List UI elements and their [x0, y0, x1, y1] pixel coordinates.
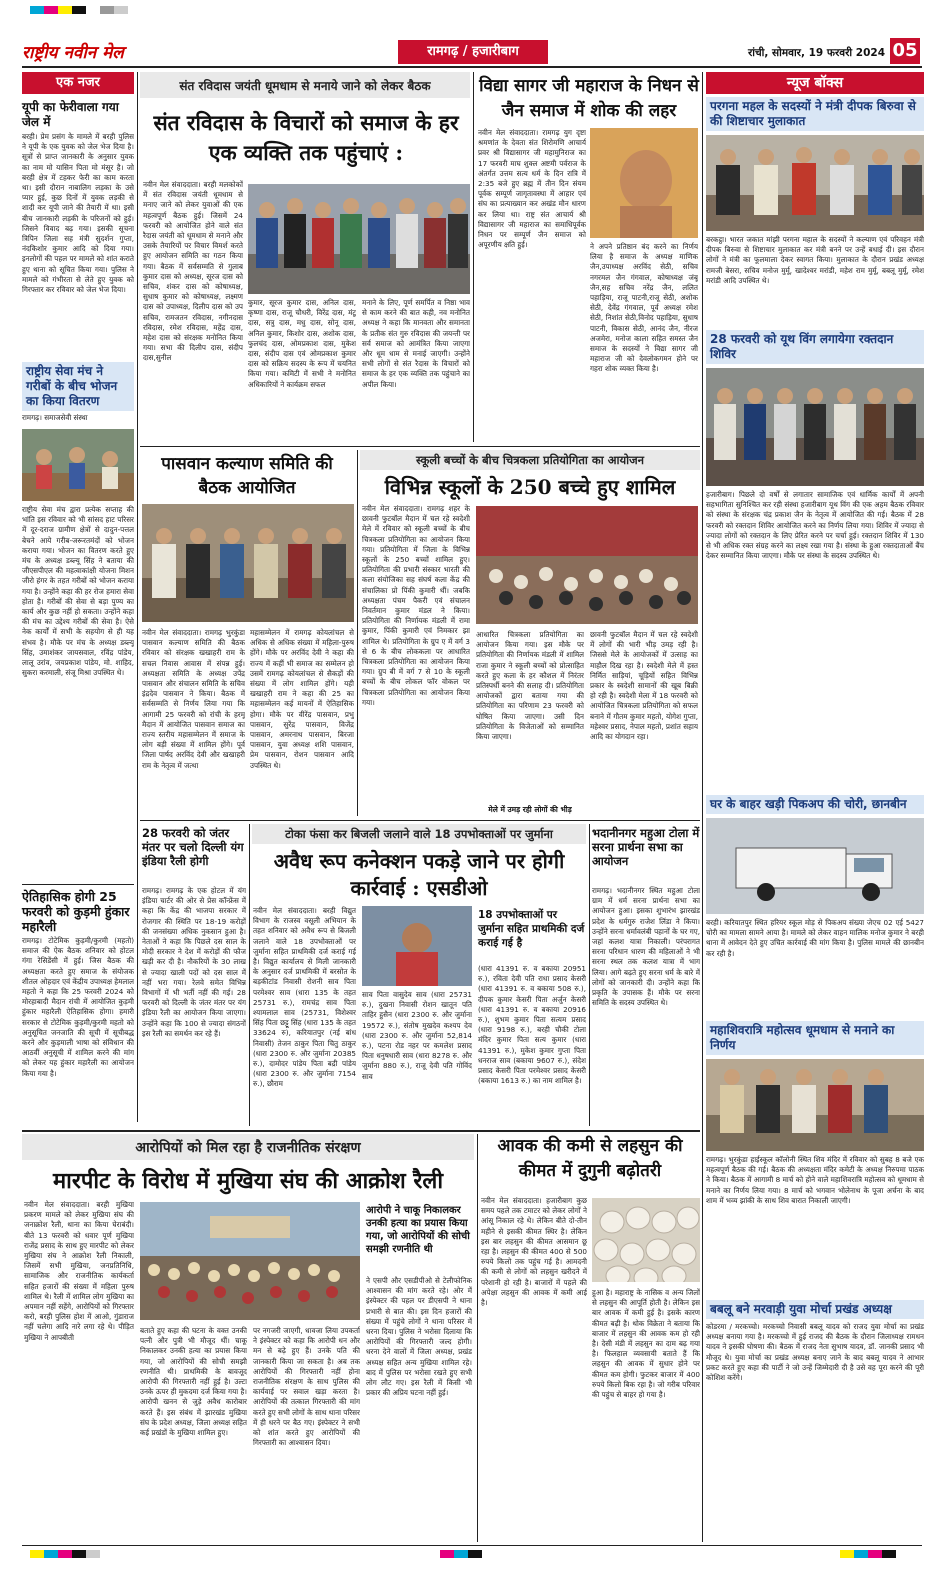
garlic-body-col1: नवीन मेल संवाददाता। हजारीबाग कुछ समय पहले तक टमाटर को लेकर लोगों ने आंसू निकाल रहे थे। लेकिन बीते दो-तीन महीने से इसकी कीमत स्थिर है। लेकिन इस बार लहसुन की कीमत आसमान छू रहा है। लहसुन की कीमत 400 से 500 रुपये किलो तक पहुंच गई है। आमदनी की कमी से लोगों को लहसुन खरीदने में परेशानी हो रही है। बाजारों में पहले की अपेक्षा लहसुन की आवक में कमी आई है।	[481, 1196, 587, 1308]
school-body-col1: नवीन मेल संवाददाता। रामगढ़ शहर के छावनी फुटबॉल मैदान में चल रहे स्वदेशी मेले में रविवार को स्कूली बच्चों के बीच चित्रकला प्रतियोगिता का आयोजन किया गया। प्रतियोगिता में जिला के विभिन्न स्कूलों के 250 बच्चों शामिल हुए। प्रतियोगिता की प्रभारी संस्कार भारती की कला संयोजिका सह संघर्ष कला केंद्र की संचालिका प्रो पिंकी कुमारी थीं। जबकि अध्यक्षता पंचम पैकरी एवं संचालन निवर्तमान कुमार मंडल ने किया। प्रतियोगिता की निर्णायक मंडली में रामा कुमार, पिंकी कुमारी एवं निमकार झा शामिल थे। प्रतियोगिता के ग्रुप ए में वर्ग 3 से 6 के बीच लोककला पर आधारित चित्रकला प्रतियोगिता का आयोजन किया गया। ग्रुप बी में वर्ग 7 से 10 के स्कूली बच्चों के बीच लोकल फॉर वोकल पर चित्रकला प्रतियोगिता का आयोजन किया गया।	[362, 504, 470, 707]
story-body: बरकट्ठा। भारत जकात मांझी परगना महाल के सदस्यों ने कल्याण एवं परिवहन मंत्री दीपक बिरुवा से शिष्टाचार मुलाकात कर मंत्री बनने पर उन्हें बधाई दी। इस दौरान लोगों ने मंत्री का फूलमाला देकर स्वागत किया। मुलाकात के दौरान प्रखंड अध्यक्ष रामजी बेसरा, सचिव मनोज मुर्मू, खादेश्वर मरांडी, महेश राम मुर्मू, बबलू मुर्मू, रमेश मरांडी आदि उपस्थित थे।	[706, 235, 924, 285]
ravidas-body-col1: नवीन मेल संवाददाता। बरही मलकोकों में संत रविदास जयंती धूमधाम से मनाए जाने को लेकर युवाओं की एक महत्वपूर्ण बैठक हुई। जिसमें 24 फरवरी को आयोजित होने वाले संत रैदास जयंती को धूमधाम से मनाने और उसके तैयारियों पर विचार विमर्श करते हुए आयोजन समिति का गठन किया गया। बैठक में सर्वसम्मति से गुलाब कुमार दास को अध्यक्ष, सूरज दास को सचिव, शंकर दास को कोषाध्यक्ष, सुधाष कुमार को कोषाध्यक्ष, लक्ष्मण दास को उपाध्यक्ष, दिलीप दास को उप सचिव, रामजतन रविदास, नगीनदास रविदास, रमेश रविदास, महेंद्र दास, महेश दास को संरक्षक मनोनित किया गया। सभा की दिलीप दास, संदीप दास,सुनील	[143, 180, 243, 363]
paswan-body-col2: महासम्मेलन में रामगढ़ कोयलांचल से अधिक से अधिक संख्या में महिला-पुरुष होंगे। मौके पर अरविंद देवी ने कहा की राज्य में कहीं भी समाज का सम्मेलन हो उसमें रामगढ़ कोयलांचल से सैकड़ों की संख्या में लोग शामिल होंगे। यही खखाहरी राम ने कहा की 25 का महासम्मेलन कई मायनों में ऐतिहासिक होगा। मौके पर वीरेंद्र पासवान, प्रभु पासवान, सुरेंद्र पासवान, विजेंद्र पासवान, अमरनाथ पासवान, बिरजा पासवान, युवा अध्यक्ष शशि पासवान, प्रेम पासवान, रोशन पासवान आदि उपस्थित थे।	[250, 628, 354, 770]
electricity-kicker: टोका फंसा कर बिजली जलाने वाले 18 उपभोक्ताओं पर जुर्माना	[285, 827, 553, 841]
garlic-body-col2: हुआ है। महाराष्ट्र के नासिक व अन्य जिलों से लहसुन की आपूर्ति होती है। लेकिन इस बार आवक में कमी हुई है। इसके कारण कीमत बढ़ी है। थोक विक्रेता ने बताया कि बाजार में लहसुन की आवक कम हो रही है। देसी मंडी में लहसुन का दाम बढ़ गया है। फिलहाल व्यवसायी बताते हैं कि लहसुन की आवक में सुधार होने पर कीमत कम होगी। फुटकर बाजार में 400 रुपये किलो बिक रहा है। जो गरीब परिवार की पहुंच से बाहर हो गया है।	[592, 1288, 700, 1400]
political-body-col3: पर नगजरी जाएगी, धावजा लिया उपकर्ता ने इंस्पेक्टर को कहा कि आरोपी धन और मन से बढ़े हुए हैं। उनके पति की जानकारी किया जा सकता है। अब तक आरोपियों की गिरफ्तारी नहीं होना राजनीतिक संरक्षण के साथ पुलिस की कार्यवाई पर सवाल खड़ा करता है। आरोपियों की तत्काल गिरफ्तारी की मांग करते हुए सभी लोगों के साथ थाना परिसर में ही धरने पर बैठ गए। इंस्पेक्टर ने सभी को शांत करते हुए आरोपियों की गिरफ्तारी का आश्वासन दिया।	[253, 1326, 360, 1448]
story-body: बरही। प्रेम प्रसंग के मामले में बरही पुलिस ने यूपी के एक युवक को जेल भेज दिया है। सूत्रों से प्राप्त जानकारी के अनुसार युवक का नाम मो यासिन पिता मो मंसूर है। जो बरही क्षेत्र में टहकर फेरी का काम करता था। इसी दौरान नाबालिग लड़का के उसे प्यार हुई, कुछ दिनों में युवक लड़की से शादी कर यूपी जाने की तैयारी में था। इसी बीच जानकारी लड़की के परिजनों को हुई। जिसने विवाद बढ़ गया। इसकी सूचना त्रिपिन जिला सह मंत्री सुदर्शन गुप्ता, नंदकिशोर कुमार आदि को दिया गया। इनलोगों की पहल पर मामले को शांत कराते हुए थाना को सूचित किया गया। पुलिस ने मामले को गंभीरता से लेते हुए युवक को गिरफ्तार कर रविवार को जेल भेज दिया।	[22, 132, 134, 295]
registration-bar-bottom-right	[840, 1550, 896, 1558]
masthead-name: राष्ट्रीय नवीन मेल	[22, 43, 124, 63]
youth-wing-photo	[706, 368, 924, 486]
story-body: रामगढ़। भुरकुंडा हाईस्कूल कॉलोनी स्थित शिव मंदिर में रविवार को सुबह 8 बजे एक महत्वपूर्ण बैठक की गई। बैठक की अध्यक्षता मंदिर कमेटी के अध्यक्ष निरुपमा पाठक ने किया। बैठक में आगामी 8 मार्च को होने वाले महाशिवरात्रि महोत्सव को धूमधाम से मनाने का निर्णय लिया गया। 8 मार्च को भगवान भोलेनाथ के पूजा अर्चना के बाद शाम में भव्य झांकी के साथ शिव बारात निकाली जाएगी।	[706, 1155, 924, 1205]
ravidas-body-col2: कुमार, सूरज कुमार दास, अनिल दास, कृष्णा दास, राजू चौधरी, विरेंद्र दास, मंटू दास, सत्रु दास, मधु दास, सोनू दास, अनिल कुमार, किशोर दास, अशोक दास, फुलचंद दास, ओमप्रकाश दास, मुकेश दास, संदीप दास एवं ओमप्रकाश कुमार दास को सक्रिय सदस्य के रूप में चयनित किया गया। कमिटी में सभी ने मनोनित अधिकारियों ने कार्यक्रम सफल	[248, 298, 356, 389]
electricity-body-col2: साव पिता वासुदेव साव (धारा 25731 रु.), दुखना निवासी रोशन खातून पति ताहिर हुसैन (धारा 2300 रु. और जुर्माना 19572 रु.), संतोष मुखदेव कश्यप देव (धारा 2300 रु. और जुर्माना 52,814 रु.), पटना रोड नहर पर कमलेश प्रसाद पिता धनुषधारी साव (धारा 8278 रु. और जुर्माना 880 रु.), राजू देवी पति गोविंद साव	[362, 990, 472, 1081]
paswan-body-col1: नवीन मेल संवाददाता। रामगढ़ भुरकुंडा पासवान कल्याण समिति की बैठक रविवार को संरक्षक खखाहरी राम के सचल निवास आवास में संपन्न हुई। अध्यक्षता समिति के अध्यक्ष उपेंद्र पासवान और संचालन समिति के सचिव इंद्रदेव पासवान ने किया। बैठक में सर्वसम्मति से निर्णय लिया गया कि आगामी 25 फरवरी को रांची के हरमू मैदान में आयोजित पासवान समाज का राज्य स्तरीय महासम्मेलन में समाज के लोग बड़ी संख्या में शामिल होंगे। पूर्व जिला पार्षद अरविंद देवी और खखाहरी राम के नेतृत्व में जत्था	[142, 628, 245, 770]
bhadani-body: रामगढ़। भदानीनगर स्थित महुआ टोला ग्राम में धर्म सरना प्रार्थना सभा का आयोजन हुआ। इसका शुभारंभ झारखंड प्रदेश के धर्मगुरु राजेश लिंडा ने किया। उन्होंने सरना धर्मावलंबी पहानों के घर गए, जहां कलश यात्रा निकाली। परंपरागत सरना परिधान धारण की महिलाओं ने भी सरना स्थल तक कलश यात्रा में भाग लिया। आगे बढ़ते हुए सरना धर्म के बारे में लोगों को जानकारी दी। उन्होंने कहा कि प्रकृति के उपासक हैं। मौके पर सरना समिति के सदस्य उपस्थित थे।	[592, 886, 700, 1008]
protest-rally-photo	[140, 1202, 360, 1320]
section-band: रामगढ़ / हजारीबाग	[398, 40, 548, 64]
ravidas-body-col3: मनाने के लिए, पूर्ण समर्पित व निष्ठा भाव से काम करने की बात कही, नव मनोनित अध्यक्ष ने कहा कि मानवता और समानता के प्रतीक संत गुरु रविदास की जयन्ती पर सर्व समाज को आमंत्रित किया जाएगा और धूम धाम से मनाई जाएगी। उन्होंने सभी लोगों से संत रैदास के विचारों को समाज के हर एक व्यक्ति तक पहुंचाने का अपील किया।	[362, 298, 470, 389]
vidyasagar-body-col2: ने अपने प्रतिष्ठान बंद करने का निर्णय लिया है समाज के अध्यक्ष माणिक जैन,उपाध्यक्ष अरविंद सेठी, सचिव नगरमल जैन गंगवाल, कोषाध्यक्ष जंबू जैन,सह सचिव नरेंद्र जैन, ललित पहाड़िया, राजू पाटनी,राजू सेठी, अशोक सेठी, देवेंद्र गंगवाल, पूर्व अध्यक्ष रमेश सेठी, निशांत सेठी,विनोद पहाड़िया, सुधाष पाटनी, विकास सेठी, आनंद जैन, नीरज अजमेरा, मनोज काला सहित समस्त जैन समाज के सदस्यों ने विद्या सागर जी महाराज जी को देवलोकगमन होने पर गहरा शोक व्यक्त किया है।	[590, 242, 698, 374]
electricity-pull-quote: 18 उपभोक्ताओं पर जुर्माना सहित प्राथमिकी दर्ज कराई गई है	[478, 909, 585, 949]
school-body-col2: आधारित चित्रकला प्रतियोगिता का आयोजन किया गया। इस मौके पर प्रतियोगिता की निर्णायक मंडली में शामिल राजा कुमार ने स्कूली बच्चों को प्रोत्साहित करते हुए कला के हर कौशल में निरंतर प्रतिस्पर्धी बनने की सलाह दी। प्रतियोगिता आयोजकों द्वारा बताया गया की प्रतियोगिता का परिणाम 23 फरवरी को घोषित किया जाएगा। उसी दिन प्रतियोगिता के विजेताओं को सम्मानित किया जाएगा।	[476, 630, 584, 742]
story-body: कोडरमा / मरकच्चो। मरकच्चो निवासी बबलू यादव को राजद युवा मोर्चा का प्रखंड अध्यक्ष बनाया गया है। मरकच्चो में हुई राजद की बैठक के दौरान जिलाध्यक्ष रामधन यादव ने इसकी घोषणा की। बैठक में राजद नेता सुभाष यादव, डॉ. जानकी प्रसाद भी मौजूद थे। युवा मोर्चा का प्रखंड अध्यक्ष बनाए जाने के बाद बबलू यादव ने आभार प्रकट करते हुए कहा की पार्टी ने जो उन्हें जिम्मेदारी दी है उसे वह पूरा करने की पूरी कोशिश करेंगे।	[706, 1322, 924, 1383]
pickup-truck-photo	[706, 818, 924, 914]
ek-nazar-title: एक नजर	[22, 72, 134, 94]
electricity-body-col3: (धारा 41391 रु. व बकाया 20951 रु.), रविता देवी पति राधा प्रसाद केसरी (धारा 41391 रु. व बकाया 508 रु.), दीपक कुमार केसरी पिता अर्जुन केसरी (धारा 41391 रु. व बकाया 20916 रु.), शुभम कुमार पिता सत्यम प्रसाद (धारा 9198 रु.), बरही चौकी टोला मंदिर कुमार पिता सत्य कुमार (धारा 41391 रु.), मुकेश कुमार गुप्ता पिता धनराज साव (बकाया 9607 रु.), संदेश प्रसाद केसरी पिता परमेश्वर प्रसाद केसरी (बकाया 1613 रु.) का नाम शामिल है।	[478, 964, 586, 1086]
school-kicker: स्कूली बच्चों के बीच चित्रकला प्रतियोगिता का आयोजन	[415, 453, 645, 467]
minister-meeting-photo	[706, 135, 924, 231]
political-kicker: आरोपियों को मिल रहा है राजनीतिक संरक्षण	[135, 1140, 361, 1156]
political-headline: मारपीट के विरोध में मुखिया संघ की आक्रोश रैली	[52, 1168, 444, 1194]
political-body-col1: नवीन मेल संवाददाता। बरही मुखिया प्रकरण मामले को लेकर मुखिया संघ की जनाक्रोश रैली, थाना का किया घेराबंदी। बीते 13 फरवरी को धवार पूर्ण मुखिया राजेंद्र प्रसाद के साथ हुए मारपीट को लेकर मुखिया संघ ने आक्रोश रैली निकाली, जिसमें सभी मुखिया, जनप्रतिनिधि, सामाजिक और राजनीतिक कार्यकर्ता सहित हजारों की संख्या में महिला पुरुष शामिल थे। रैली में शामिल लोग मुखिया का अपमान नहीं सहेंगे, आरोपियों को गिरफ्तार करो, बरही पुलिस होश में आओ, गुंडाराज नहीं चलेगा आदि नारे लगा रहे थे। पीड़ित मुखिया ने आपबीती	[24, 1200, 134, 1342]
vidyasagar-headline: विद्या सागर जी महाराज के निधन से जैन समाज में शोक की लहर	[479, 76, 699, 121]
story-body-top: रामगढ़। समाजसेवी संस्था	[22, 413, 88, 422]
garlic-headline: आवक की कमी से लहसुन की कीमत में दुगुनी बढ़ोतरी	[497, 1136, 683, 1181]
story-body: बरही। करियातपुर स्थित हरियर स्कूल मोड़ से पिकअप संख्या जेएच 02 एई 5427 चोरी का मामला सामने आया है। मामले को लेकर वाहन मालिक मनोज कुमार ने बरही थाना में आवेदन देते हुए उचित कार्रवाई की मांग किया है। पुलिस मामले की छानबीन कर रही है।	[706, 918, 924, 958]
delhi-head: 28 फरवरी को जंतर मंतर पर चलो दिल्ली यंग इंडिया रैली होगी	[142, 826, 244, 868]
paswan-headline: पासवान कल्याण समिति की बैठक आयोजित	[161, 454, 333, 498]
electricity-headline: अवैध रूप कनेक्शन पकड़े जाने पर होगी कार्रवाई : एसडीओ	[273, 849, 565, 900]
sdo-portrait-photo	[362, 906, 472, 986]
vidyasagar-portrait-photo	[590, 128, 698, 238]
story-head: परगना महल के सदस्यों ने मंत्री दीपक बिरुवा से की शिष्टाचार मुलाकात	[706, 97, 924, 131]
electricity-body-col1: नवीन मेल संवाददाता। बरही विद्युत विभाग के राजस्व वसूली अभियान के तहत शनिवार को अवैध रूप से बिजली जलाने वाले 18 उपभोक्ताओं पर जुर्माना सहित प्राथमिकी दर्ज कराई गई है। विद्युत कार्यालय से मिली जानकारी के अनुसार दर्ज प्राथमिकी में बरसोत के बड़कीटांड निवासी रोशनी साव पिता परमेश्वर साव (धारा 135 के तहत 25731 रु.), रामचंद्र साव पिता श्यामलाल साव (25731, विशेश्वर सिंह पिता छट्टू सिंह (धारा 135 के तहत 33624 रु), करियातपुर (नई बांध निवासी) तेजन ठाकुर पिता चितु ठाकुर (धारा 2300 रु. और जुर्माना 20385 रु.), दामोदर पांडेय पिता बद्री पांडेय (धारा 2300 रु. और जुर्माना 7154 रु.), छौराम	[253, 906, 356, 1089]
ravidas-headline: संत रविदास के विचारों को समाज के हर एक व्यक्ति तक पहुंचाएं :	[153, 110, 459, 165]
school-body-col3: छावनी फुटबॉल मैदान में चल रहे स्वदेशी में लोगों की भारी भीड़ उमड़ रही है। जिससे मेले के आयोजकों में उत्साह का माहौल दिख रहा है। स्वदेशी मेले में हस्त निर्मित साड़ियां, चूड़ियों सहित विभिन्न प्रकार के स्वदेशी सामानों की खूब बिक्री हो रही है। स्वदेशी मेला में 18 फरवरी को आयोजित चित्रकला प्रतियोगिता को सफल बनाने में गौतम कुमार महतो, योगेश गुप्ता, महेश्वर प्रसाद, नेपाल महतो, प्रशांत सहाय आदि का योगदान रहा।	[590, 630, 698, 742]
news-box-title: न्यूज बॉक्स	[706, 72, 924, 94]
registration-bar-bottom-center	[440, 1550, 482, 1558]
seva-manch-photo	[22, 429, 134, 501]
paswan-meeting-photo	[142, 504, 354, 622]
bhadani-head: भदानीनगर महुआ टोला में सरना प्रार्थना सभा का आयोजन	[592, 826, 700, 868]
shivratri-meeting-photo	[706, 1059, 924, 1151]
story-head: बबलू बने मरवाड़ी युवा मोर्चा प्रखंड अध्यक्ष	[706, 1300, 924, 1319]
delhi-body: रामगढ़। रामगढ़ के एक होटल में यंग इंडिया चार्टर की ओर से प्रेस कॉन्फ्रेंस में कहा कि केंद्र की भाजपा सरकार में रोजगार की स्थिति पर 18-19 करोड़ों की जनसंख्या अधिक नुकसान हुआ है। नेताओं ने कहा कि पिछले दस साल के मोदी सरकार ने देश में करोड़ों की फौज खड़ी कर दी है। नौकरियों के 30 लाख से ज्यादा खाली पदों को दस साल में नहीं भरा गया। रेलवे समेत विभिन्न विभागों में भी भर्ती नहीं की गई। 28 फरवरी को दिल्ली के जंतर मंतर पर यंग इंडिया रैली का आयोजन किया जाएगा। उन्होंने कहा कि 100 से ज्यादा संगठनों इस रैली का समर्थन कर रहे हैं।	[142, 886, 246, 1038]
political-pull-quote: आरोपी ने चाकू निकालकर उनकी हत्या का प्रयास किया गया, जो आरोपियों की सोची समझी रणनीति थी	[366, 1205, 470, 1255]
garlic-photo	[592, 1198, 700, 1282]
page-number: 05	[890, 38, 920, 64]
ravidas-meeting-photo	[248, 184, 470, 294]
political-body-col4: ने एसपी और एसडीपीओ से टेलीफोनिक आश्वासन की मांग करते रहे। ओर में इंस्पेक्टर की पहल पर डीएसपी ने थाना प्रभारी से बात की। इस दिन हजारों की संख्या में पहुंचे लोगों ने थाना परिसर में धरना दिया। पुलिस ने भरोसा दिलाया कि आरोपियों की गिरफ्तारी जल्द होगी। धरना देने वालों में जिला अध्यक्ष, प्रखंड अध्यक्ष सहित अन्य मुखिया शामिल रहे। बाद में पुलिस पर भरोसा रखते हुए सभी लोग लौट गए। इस रैली में किसी भी प्रकार की अप्रिय घटना नहीं हुई।	[366, 1276, 472, 1398]
painting-competition-photo	[476, 506, 698, 624]
registration-bar-bottom-left	[30, 1550, 100, 1558]
vidyasagar-body-col1: नवीन मेल संवाददाता। रामगढ़ युग दृष्टा श्रमणांत के देवता संत शिरोमणि आचार्य प्रवर श्री विद्यासागर जी महामुनिराज का 17 फरवरी माघ शुक्ल अष्टमी पर्वराज के अंतर्गत उत्तम सत्य धर्म के दिन रात्रि में 2:35 बजे हुए ब्रह्म में तीन दिन संयम पूर्वक सम्पूर्ण जागृतावस्था में आहार एवं संघ का प्रत्याख्यान कर अखंड मौन धारण कर लिया था। राष्ट्र संत आचार्य श्री विद्यासागर जी महाराज का समाधिपूर्वक निधन पर सम्पूर्ण जैन समाज को अपूरणीय क्षति हुई।	[478, 128, 586, 250]
header-rule	[22, 66, 922, 68]
political-body-col2: बताते हुए कहा की घटना के वक्त उनकी पत्नी और पुत्री भी मौजूद थीं। चाकू निकालकर उनकी हत्या का प्रयास किया गया, जो आरोपियों की सोची समझी रणनीति थी। प्राथमिकी के बावजूद आरोपी की गिरफ्तारी नहीं हुई है। उल्टा उनके ऊपर ही मुकदमा दर्ज किया गया है। आरोपी खनन से जुड़े अवैध कारोबार करते हैं। इस संबंध में झारखंड मुखिया संघ के प्रदेश अध्यक्ष, जिला अध्यक्ष सहित कई प्रखंडों के मुखिया शामिल हुए।	[140, 1326, 247, 1438]
story-head: घर के बाहर खड़ी पिकअप की चोरी, छानबीन	[706, 795, 924, 814]
story-body: रामगढ़। टोटेमिक कुड़मी/कुरमी (महतो) समाज की ऐक बैठक शनिवार को होटल गंगा रेसिडेंसी में हुई। जिस बैठक की अध्यक्षता करते हुए समाज के संयोजक शीतल ओहदार एवं केंद्रीय उपाध्यक्ष हेमलाल महतो ने कहा कि 25 फरवरी 2024 को मोरहाबादी मैदान रांची में आयोजित कुड़मी हुंकार महारैली ऐतिहासिक होगा। हमारी सरकार से टोटेमिक कुड़मी/कुरमी महतो को अनुसूचित जनजाति की सूची में सूचीबद्ध करने और कुड़माली भाषा को संविधान की आठवीं अनुसूची में शामिल करने की मांग को लेकर यह हुंकार महारैली का आयोजन किया गया है।	[22, 936, 134, 1078]
story-body: राष्ट्रीय सेवा मंच द्वारा प्रत्येक सप्ताह की भांति इस रविवार को भी सांसद हाट परिसर में दूर-दराज ग्रामीण क्षेत्रों से दादुन-पत्तल बेचने आये गरीब-जरूरतमंदों को भोजन कराया गया। भोजन का वितरण करते हुए मंच के अध्यक्ष डब्ल्यू सिंह ने बताया की जीएसपीएल की महत्वाकांक्षी योजना मिशन जीरो हंगर के तहत गरीबों को भोजन कराया गया है। उन्होंने कहा की हर रोज हमारा सेवा होता है। गरीबों की सेवा से बड़ा पुण्य का कार्य और कुछ नहीं हो सकता। उन्होंने कहा की मंच का उद्देश्य गरीबों की सेवा है। ऐसे नेक कार्यों में सभी के सहयोग से ही यह संभव है। मौके पर मंच के अध्यक्ष डब्ल्यू सिंह, उमाशंकर जायसवाल, रविंद्र पांडेय, लालू उरांव, जयप्रकाश पांडेय, मो. शाहिद, सुकरा करमाली, संजू मिश्रा उपस्थित थे।	[22, 505, 134, 678]
dateline: रांची, सोमवार, 19 फरवरी 2024	[747, 47, 885, 59]
story-head: 28 फरवरी को यूथ विंग लगायेगा रक्तदान शिविर	[706, 330, 924, 364]
photo-caption: मेले में उमड़ रही लोगों की भीड़	[488, 805, 572, 814]
story-head: यूपी का फेरीवाला गया जेल में	[22, 100, 119, 129]
registration-bar-top	[30, 6, 128, 14]
story-head: राष्ट्रीय सेवा मंच ने गरीबों के बीच भोजन का किया वितरण	[22, 362, 134, 411]
school-headline: विभिन्न स्कूलों के 250 बच्चे हुए शामिल	[384, 475, 676, 499]
story-head: महाशिवरात्रि महोत्सव धूमधाम से मनाने का निर्णय	[706, 1021, 924, 1055]
story-body: हजारीबाग। पिछले दो वर्षों से लगातार सामाजिक एवं धार्मिक कार्यों में अपनी सहभागिता सुनिश्चित कर रही संस्था हजारीबाग यूथ विंग की एक अहम बैठक रविवार को संस्था के संरक्षक चंद्र प्रकाश जैन के नेतृत्व में आयोजित की गई। बैठक में 28 फरवरी को रक्तदान शिविर आयोजित करने का निर्णय लिया गया। शिविर में ज्यादा से ज्यादा लोगों को रक्तदान के लिए प्रेरित करने पर चर्चा हुई। रक्तदान शिविर में 130 से भी अधिक रक्त संग्रह करने का लक्ष्य रखा गया है। संस्था के हुआ रक्तदाताओं बैंच देकर सम्मानित किया जाएगा। मौके पर संस्था के सदस्य उपस्थित थे।	[706, 490, 924, 561]
news-box	[706, 72, 924, 1547]
ravidas-kicker: संत रविदास जयंती धूमधाम से मनाये जाने को लेकर बैठक	[179, 79, 431, 93]
story-head: ऐतिहासिक होगी 25 फरवरी को कुड़मी हुंकार महारैली	[22, 889, 130, 934]
